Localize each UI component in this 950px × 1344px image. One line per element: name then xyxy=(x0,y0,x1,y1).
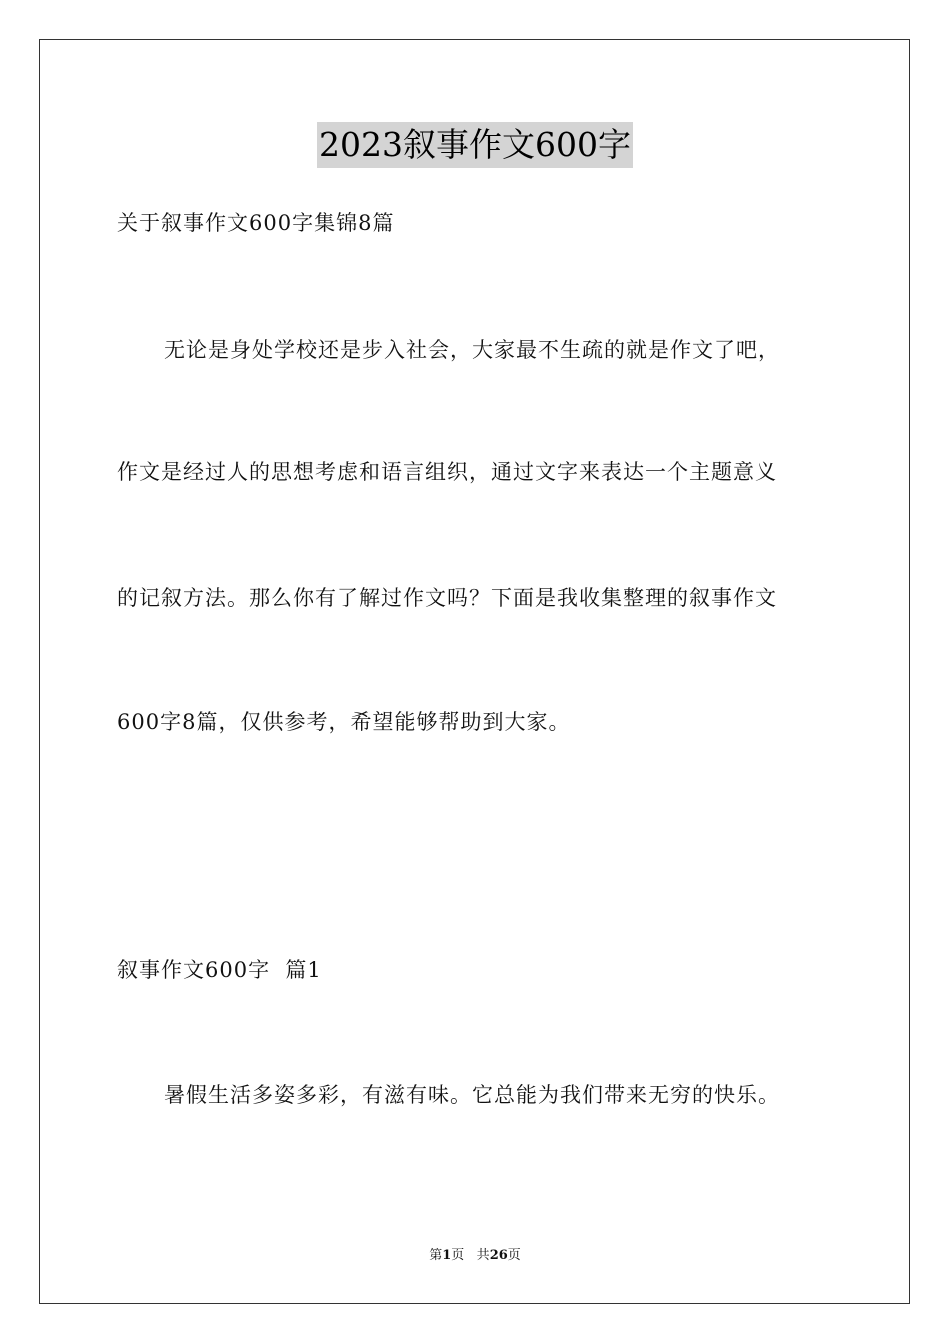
footer-total-pages: 26 xyxy=(489,1248,508,1263)
footer-total-prefix: 共 xyxy=(476,1248,490,1263)
intro-line-4: 600字8篇，仅供参考，希望能够帮助到大家。 xyxy=(117,710,571,734)
footer-page-suffix: 页 xyxy=(451,1248,465,1263)
title-container xyxy=(0,122,950,168)
intro-line-1: 无论是身处学校还是步入社会，大家最不生疏的就是作文了吧， xyxy=(164,338,780,362)
footer-page-number: 1 xyxy=(442,1248,452,1263)
intro-line-2: 作文是经过人的思想考虑和语言组织，通过文字来表达一个主题意义 xyxy=(117,460,777,484)
document-subtitle: 关于叙事作文600字集锦8篇 xyxy=(117,211,395,235)
footer-page-prefix: 第 xyxy=(429,1248,443,1263)
section-first-line: 暑假生活多姿多彩，有滋有味。它总能为我们带来无穷的快乐。 xyxy=(164,1083,780,1107)
footer-total-suffix: 页 xyxy=(507,1248,521,1263)
section-heading: 叙事作文600字 篇1 xyxy=(117,958,322,982)
intro-line-3: 的记叙方法。那么你有了解过作文吗？下面是我收集整理的叙事作文 xyxy=(117,586,777,610)
page-footer xyxy=(0,1247,950,1265)
document-title: 2023叙事作文600字 xyxy=(317,122,633,168)
